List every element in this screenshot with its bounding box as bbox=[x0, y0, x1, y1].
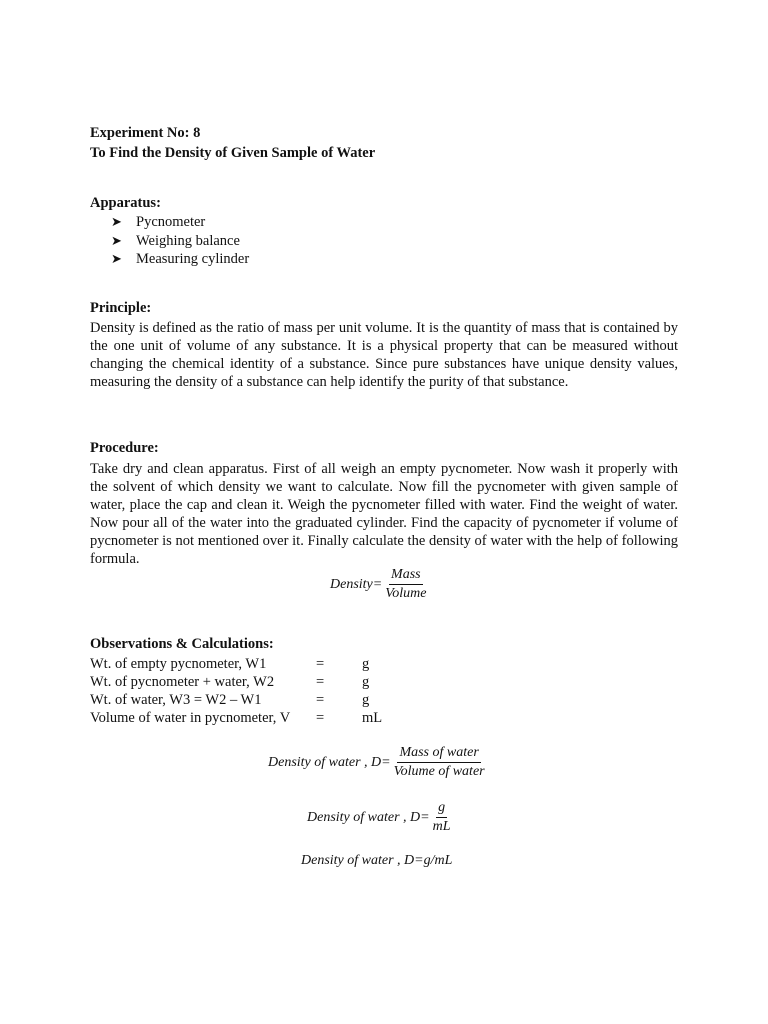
document-page: Experiment No: 8 To Find the Density of Given Sample of Water Apparatus: ➤ Pycnometer ➤ Weighing balance ➤ Measuring cylinder Principle: Density is defined as the ratio of mass per unit volume. It is the quantity of mass that is contained by the one unit of volume of any substance. It is a physical property that can be measured without changing the chemical identity of a substance. Since pure substances have unique density values, measuring the density of a substance can help identify the purity of that substance. Procedure: Take dry and clean apparatus. First of all weigh an empty pycnometer. Now wash it properly with the solvent of which density we want to calculate. Now fill the pycnometer with given sample of water, place the cap and clean it. Weigh the pycnometer filled with water. Find the weight of water. Now pour all of the water into the graduated cylinder. Find the capacity of pycnometer if volume of pycnometer is not mentioned over it. Finally calculate the density of water with the help of following formula. Density= $\frac{\text{Mass}}{\text{Volume}}$ Observations & Calculations: Wt. of empty pycnometer, W1 = g Wt. of pycnometer + water, W2 = g Wt. of water, W3 = W2 – W1 = g Volume of water in pycnometer, V = mL Density of water , D= $\frac{\text{Mass of water}}{\text{Volume of water}}$ Density of water , D= $\frac{g}{mL}$ Density of water , D=g/mL bbox=[90, 125, 678, 868]
procedure-heading: Procedure: bbox=[90, 440, 159, 456]
list-item: ➤ Weighing balance bbox=[111, 232, 240, 249]
density-units-formula: Density of water , D= $\frac{g}{mL}$ bbox=[307, 800, 451, 834]
arrowhead-bullet-icon: ➤ bbox=[111, 232, 122, 248]
fraction: $\frac{\text{Mass}}{\text{Volume}}$ bbox=[385, 567, 427, 601]
fraction: $\frac{\text{Mass of water}}{\text{Volume of water}}$ bbox=[393, 745, 485, 779]
list-item: ➤ Pycnometer bbox=[111, 214, 206, 230]
arrowhead-bullet-icon: ➤ bbox=[111, 214, 122, 229]
apparatus-list bbox=[111, 213, 249, 269]
experiment-title: To Find the Density of Given Sample of Water bbox=[90, 145, 376, 161]
apparatus-heading: Apparatus: bbox=[90, 195, 161, 211]
list-item: ➤ Measuring cylinder bbox=[111, 251, 250, 267]
density-result-formula: Density of water , D=g/mL bbox=[301, 853, 453, 868]
density-formula: Density= $\frac{\text{Mass}}{\text{Volume}}$ bbox=[330, 567, 427, 601]
fraction: $\frac{g}{mL}$ bbox=[432, 800, 451, 834]
principle-heading: Principle: bbox=[90, 300, 152, 316]
observations-heading: Observations & Calculations: bbox=[90, 636, 274, 652]
arrowhead-bullet-icon: ➤ bbox=[111, 251, 122, 266]
principle-text: Density is defined as the ratio of mass per unit volume. It is the quantity of mass that is contained by the one unit of volume of any substance. It is a physical property that can be measured without changing the chemical identity of a substance. Since pure substances have unique density values, measuring the density of a substance can help identify the purity of that substance. bbox=[90, 320, 678, 390]
density-of-water-formula: Density of water , D= $\frac{\text{Mass of water}}{\text{Volume of water}}$ bbox=[268, 745, 485, 779]
experiment-number: Experiment No: 8 bbox=[90, 125, 201, 141]
procedure-text: Take dry and clean apparatus. First of all weigh an empty pycnometer. Now wash it properly with the solvent of which density we want to calculate. Now fill the pycnometer with given sample of water, place the cap and clean it. Weigh the pycnometer filled with water. Find the weight of water. Now pour all of the water into the graduated cylinder. Find the capacity of pycnometer if volume of pycnometer is not mentioned over it. Finally calculate the density of water with the help of following formula. bbox=[90, 461, 678, 567]
